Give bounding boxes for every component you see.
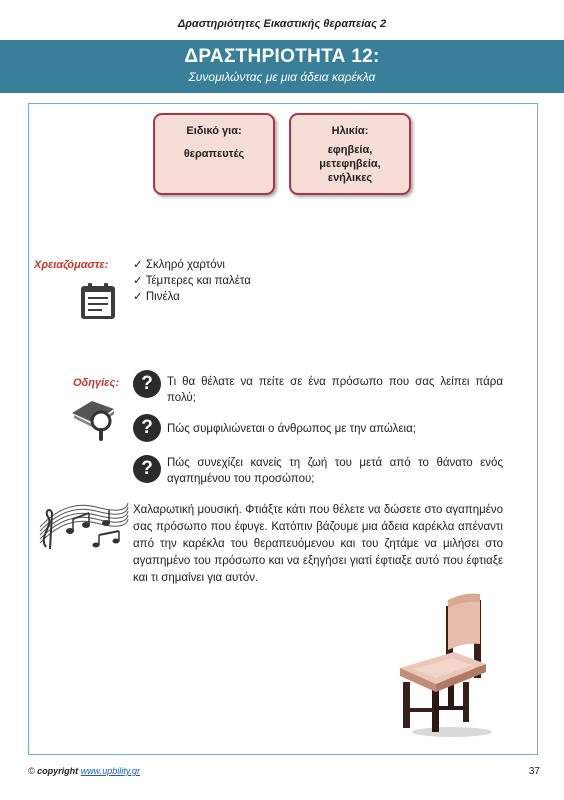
instructions-label: Οδηγίες:: [73, 377, 119, 389]
needs-label: Χρειαζόμαστε:: [34, 259, 109, 271]
page-number: 37: [528, 766, 540, 777]
copyright-footer: [28, 766, 140, 776]
website-link[interactable]: www.upbility.gr: [80, 766, 141, 776]
music-notes-icon: [36, 497, 130, 555]
clipboard-icon: [80, 282, 116, 320]
magnifier-book-icon: [70, 395, 122, 441]
copyright-symbol: ©: [28, 766, 35, 776]
age-card: [289, 113, 411, 195]
needs-item: ✓ Τέμπερες και παλέτα: [133, 273, 251, 289]
activity-title: ΔΡΑΣΤΗΡΙΟΤΗΤΑ 12:: [184, 46, 380, 67]
specific-for-value: θεραπευτές: [183, 148, 245, 160]
question-text: Πώς συμφιλιώνεται ο άνθρωπος με την απώλεια;: [167, 423, 416, 435]
document-header-note: Δραστηριότητες Εικαστικής θεραπείας 2: [177, 18, 387, 30]
chair-icon: [390, 590, 500, 740]
activity-subtitle: Συνομιλώντας με μια άδεια καρέκλα: [188, 70, 376, 84]
needs-list: [133, 257, 251, 305]
needs-item: ✓ Σκληρό χαρτόνι: [133, 257, 251, 273]
question-mark-icon: ?: [133, 370, 161, 398]
copyright-word: copyright: [37, 766, 79, 776]
needs-item: ✓ Πινέλα: [133, 289, 251, 305]
question-text: Τι θα θέλατε να πείτε σε ένα πρόσωπο που σας λείπει πάρα πολύ;: [167, 376, 503, 404]
instructions-paragraph: Χαλαρωτική μουσική. Φτιάξτε κάτι που θέλετε να δώσετε στο αγαπημένο σας πρόσωπο που έφυγε. Κατόπιν βάζουμε μια άδεια καρέκλα απέναντι από την καρέκλα του θεραπευόμενου και του ζητάμε να μιλήσει στο αγαπημένο του πρόσωπο και να εξηγήσει γιατί έφτιαξε αυτό που έφτιαξε και τι σημαίνει για αυτόν.: [133, 504, 503, 584]
age-value: εφηβεία, μετεφηβεία, ενήλικες: [319, 144, 381, 184]
question-mark-icon: ?: [133, 455, 161, 483]
question-mark-icon: ?: [133, 414, 161, 442]
activity-banner: [0, 40, 564, 93]
age-label: Ηλικία:: [331, 125, 369, 137]
question-text: Πώς συνεχίζει κανείς τη ζωή του μετά από το θάνατο ενός αγαπημένου του προσώπου;: [167, 457, 503, 485]
specific-for-card: [153, 113, 275, 195]
specific-for-label: Ειδικό για:: [186, 125, 242, 137]
